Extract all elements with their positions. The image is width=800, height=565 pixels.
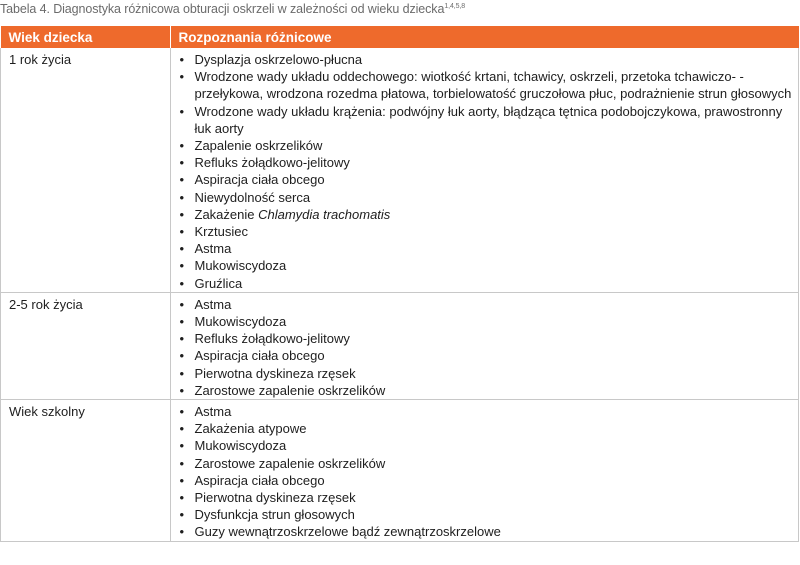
list-item: • Refluks żołądkowo-jelitowy	[179, 330, 793, 347]
table-caption	[0, 2, 465, 16]
list-item: • Astma	[179, 403, 793, 420]
list-item: • Dysfunkcja strun głosowych	[179, 506, 793, 523]
list-item: • Wrodzone wady układu oddechowego: wiotkość krtani, tchawicy, oskrzeli, przetoka tchawiczo- -przełykowa, wrodzona rozedma płatowa, torbielowatość gruczołowa płuc, podrażnienie strun głosowych	[179, 68, 793, 102]
table-body	[1, 48, 799, 541]
header-diagnoses: Rozpoznania różnicowe	[170, 26, 799, 48]
list-item: • Zapalenie oskrzelików	[179, 137, 793, 154]
diagnoses-cell	[170, 292, 799, 399]
table-row	[1, 292, 799, 399]
table-row	[1, 48, 799, 292]
list-item: • Zakażenia atypowe	[179, 420, 793, 437]
table-caption-text: Tabela 4. Diagnostyka różnicowa obturacji oskrzeli w zależności od wieku dziecka	[0, 2, 445, 16]
list-item: • Aspiracja ciała obcego	[179, 347, 793, 364]
diagnoses-list	[179, 296, 793, 399]
diagnoses-cell	[170, 400, 799, 542]
age-cell: Wiek szkolny	[1, 400, 171, 542]
age-cell: 1 rok życia	[1, 48, 171, 292]
list-item: • Mukowiscydoza	[179, 257, 793, 274]
list-item: • Niewydolność serca	[179, 189, 793, 206]
list-item: • Refluks żołądkowo-jelitowy	[179, 154, 793, 171]
header-age: Wiek dziecka	[1, 26, 171, 48]
differential-diagnosis-table	[0, 26, 799, 542]
list-item: • Krztusiec	[179, 223, 793, 240]
table-caption-references: 1,4,5,8	[444, 2, 466, 10]
list-item: • Zarostowe zapalenie oskrzelików	[179, 455, 793, 472]
list-item: • Zarostowe zapalenie oskrzelików	[179, 382, 793, 399]
list-item: • Astma	[179, 296, 793, 313]
list-item: • Pierwotna dyskineza rzęsek	[179, 489, 793, 506]
list-item-prefix: Zakażenie	[194, 206, 259, 222]
table-row	[1, 400, 799, 542]
table-header-row	[1, 26, 799, 48]
diagnoses-cell	[170, 48, 799, 292]
list-item-italic: Chlamydia trachomatis	[258, 206, 391, 222]
diagnoses-list	[179, 51, 793, 292]
list-item: • Dysplazja oskrzelowo-płucna	[179, 51, 793, 68]
list-item: • Wrodzone wady układu krążenia: podwójny łuk aorty, błądząca tętnica podobojczykowa, prawostronny łuk aorty	[179, 103, 793, 137]
list-item	[179, 206, 793, 223]
list-item: • Aspiracja ciała obcego	[179, 171, 793, 188]
diagnoses-list	[179, 403, 793, 541]
list-item: • Mukowiscydoza	[179, 313, 793, 330]
list-item: • Pierwotna dyskineza rzęsek	[179, 365, 793, 382]
list-item: • Mukowiscydoza	[179, 437, 793, 454]
age-cell: 2-5 rok życia	[1, 292, 171, 399]
list-item: • Guzy wewnątrzoskrzelowe bądź zewnątrzoskrzelowe	[179, 523, 793, 540]
list-item: • Gruźlica	[179, 275, 793, 292]
list-item: • Astma	[179, 240, 793, 257]
list-item: • Aspiracja ciała obcego	[179, 472, 793, 489]
